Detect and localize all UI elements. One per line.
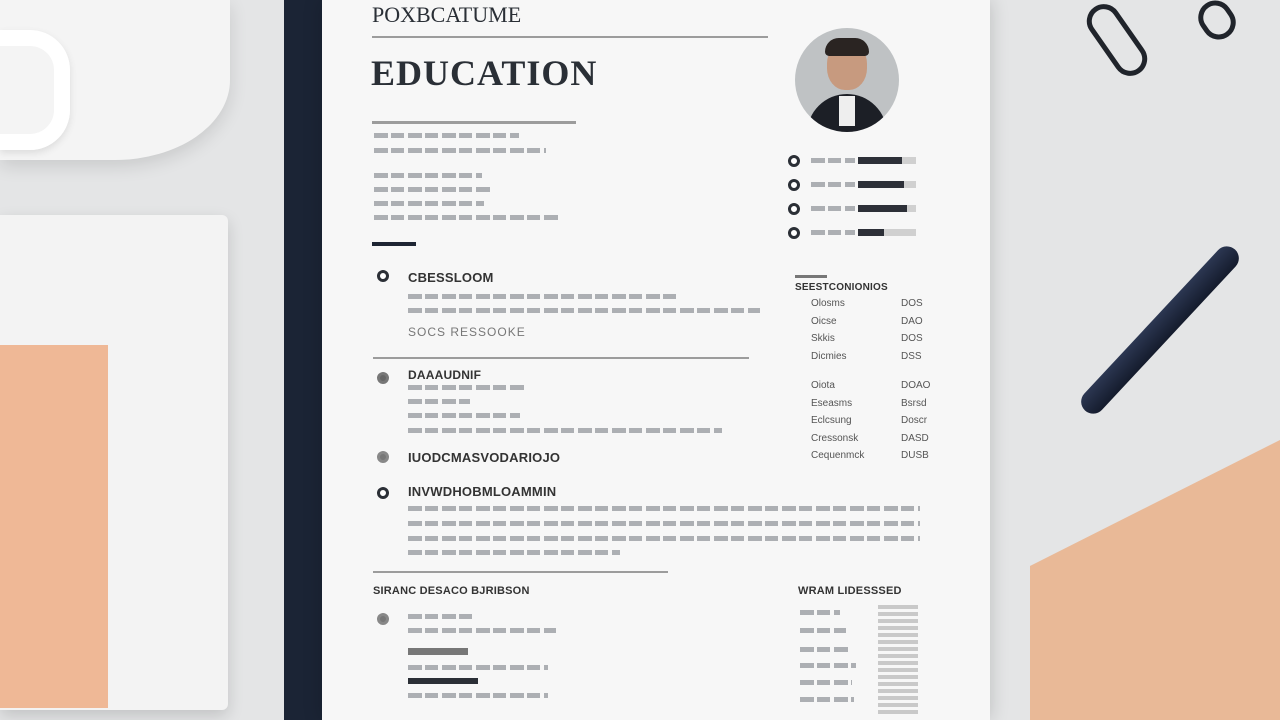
bullet-icon — [788, 179, 800, 191]
resume-top-title: POXBCATUME — [372, 2, 522, 27]
text-line — [374, 148, 546, 153]
skill-rating-bar — [858, 229, 916, 236]
accent-divider — [372, 242, 416, 246]
entry-title: IUODCMASVODARIOJO — [408, 450, 561, 465]
sidebar-item-value: Bsrsd — [901, 397, 927, 409]
sidebar-item-value: DOAO — [901, 380, 931, 391]
text-line — [408, 550, 620, 555]
text-line — [408, 521, 920, 526]
bullet-icon — [377, 451, 389, 463]
text-line — [800, 663, 856, 668]
bottom-right-heading: WRAM LIDESSSED — [798, 585, 902, 597]
divider — [372, 121, 576, 124]
bullet-icon — [377, 372, 389, 384]
text-line — [811, 158, 855, 163]
skill-rating-bar — [858, 205, 916, 212]
section-title: EDUCATION — [371, 53, 598, 93]
divider — [795, 275, 827, 278]
text-line — [408, 665, 548, 670]
sidebar-item-value: DSS — [901, 350, 922, 362]
text-line — [800, 628, 846, 633]
bullet-icon — [788, 155, 800, 167]
text-line — [374, 133, 519, 138]
sidebar-item-label: Olosms — [811, 298, 845, 309]
sidebar-item-label: Dicmies — [811, 350, 847, 362]
notebook-cover-accent — [0, 345, 108, 708]
text-line — [408, 693, 548, 698]
text-line — [408, 428, 722, 433]
bullet-icon — [788, 227, 800, 239]
coffee-cup — [0, 30, 70, 150]
pen — [1076, 241, 1244, 418]
text-line — [408, 413, 520, 418]
sidebar-heading: SEESTCONIONIOS — [795, 282, 888, 293]
sidebar-item-value: Doscr — [901, 415, 928, 426]
highlight-bar — [408, 678, 478, 684]
sidebar-item-label: Cequenmck — [811, 450, 865, 461]
text-line — [408, 506, 920, 511]
text-line — [800, 680, 852, 685]
sidebar-item-label: Oicse — [811, 315, 837, 327]
skill-rating-bar — [858, 181, 916, 188]
text-line — [374, 187, 492, 192]
text-line — [408, 308, 760, 313]
sidebar-item-value: DOS — [901, 333, 923, 344]
rating-grid — [878, 605, 918, 715]
text-line — [800, 610, 840, 615]
text-line — [408, 536, 920, 541]
text-line — [408, 385, 526, 390]
sidebar-item-label: Eseasms — [811, 397, 853, 409]
bullet-icon — [377, 613, 389, 625]
text-line — [811, 206, 855, 211]
envelope — [1030, 440, 1280, 720]
entry-title: CBESSLOOM — [408, 270, 494, 285]
skill-rating-bar — [858, 157, 916, 164]
entry-title: DAAAUDNIF — [408, 368, 482, 382]
sidebar-item-label: Oiota — [811, 380, 835, 391]
text-line — [408, 614, 474, 619]
sidebar-item-value: DASD — [901, 432, 929, 444]
sidebar-item-value: DUSB — [901, 450, 929, 461]
profile-photo — [795, 28, 899, 132]
sidebar-item-label: Cressonsk — [811, 432, 859, 444]
sidebar-item-label: Skkis — [811, 333, 835, 344]
highlight-bar — [408, 648, 468, 655]
entry-subtitle: SOCS RESSOOKE — [408, 325, 526, 339]
text-line — [408, 294, 680, 299]
bullet-icon — [377, 270, 389, 282]
text-line — [811, 182, 855, 187]
sidebar-item-label: Eclcsung — [811, 415, 852, 426]
bullet-icon — [377, 487, 389, 499]
divider — [372, 36, 768, 38]
divider — [373, 357, 749, 359]
bottom-left-heading: SIRANC DESACO BJRIBSON — [373, 585, 530, 597]
text-line — [408, 628, 556, 633]
sidebar-item-value: DOS — [901, 298, 923, 309]
paperclip-icon — [1200, 0, 1234, 40]
clipboard-edge — [284, 0, 324, 720]
paperclip-icon — [1100, 0, 1134, 80]
bullet-icon — [788, 203, 800, 215]
divider — [373, 571, 668, 573]
text-line — [811, 230, 855, 235]
sidebar-item-value: DAO — [901, 315, 923, 327]
text-line — [800, 697, 854, 702]
text-line — [374, 215, 560, 220]
text-line — [408, 399, 470, 404]
text-line — [800, 647, 850, 652]
entry-title: INVWDHOBMLOAMMIN — [408, 484, 557, 499]
text-line — [374, 201, 484, 206]
text-line — [374, 173, 482, 178]
